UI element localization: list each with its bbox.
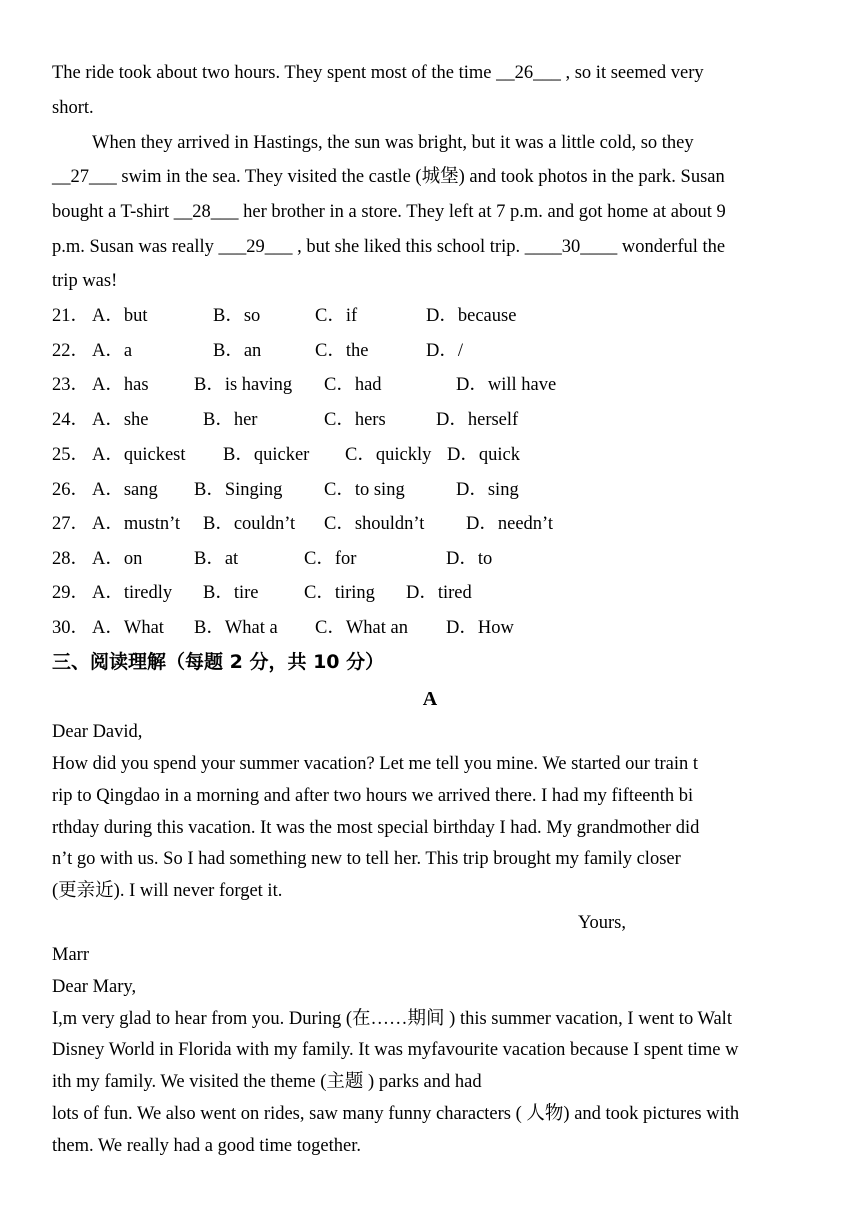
passage-line: short. xyxy=(52,98,94,118)
passage-line: When they arrived in Hastings, the sun was bright, but it was a little cold, so they xyxy=(92,133,694,153)
option-d: D．/ xyxy=(426,341,464,361)
option-c: C．if xyxy=(315,306,358,326)
letter-line: How did you spend your summer vacation? Let me tell you mine. We started our train t xyxy=(52,754,699,774)
letter-greeting: Dear Mary, xyxy=(52,977,137,997)
option-c: C．What an xyxy=(315,618,408,638)
option-d: D．to xyxy=(446,549,493,569)
letter-line: them. We really had a good time together. xyxy=(52,1136,361,1156)
option-b: B．her xyxy=(203,410,258,430)
option-c: C．quickly xyxy=(345,445,432,465)
question-number: 23． xyxy=(52,375,90,395)
question-number: 22． xyxy=(52,341,90,361)
option-d: D．sing xyxy=(456,480,519,500)
letter-closing: Yours, xyxy=(578,913,626,933)
option-b: B．tire xyxy=(203,583,259,603)
question-number: 27． xyxy=(52,514,90,534)
question-number: 24． xyxy=(52,410,90,430)
passage-line: The ride took about two hours. They spent most of the time __26___ , so it seemed very xyxy=(52,63,704,83)
option-c: C．for xyxy=(304,549,357,569)
letter-line: (更亲近). I will never forget it. xyxy=(52,881,283,901)
option-a: A．What xyxy=(92,618,164,638)
section-heading: 三、阅读理解（每题 2 分，共 10 分） xyxy=(52,651,385,673)
option-d: D．quick xyxy=(447,445,520,465)
option-d: D．will have xyxy=(456,375,557,395)
letter-line: I,m very glad to hear from you. During (在……期间 ) this summer vacation, I went to Walt xyxy=(52,1009,732,1029)
option-a: A．on xyxy=(92,549,143,569)
question-number: 30． xyxy=(52,618,90,638)
passage-line: p.m. Susan was really ___29___ , but she liked this school trip. ____30____ wonderful the xyxy=(52,237,726,257)
option-a: A．has xyxy=(92,375,149,395)
question-number: 25． xyxy=(52,445,90,465)
option-c: C．shouldn’t xyxy=(324,514,425,534)
option-c: C．hers xyxy=(324,410,386,430)
option-d: D．tired xyxy=(406,583,472,603)
option-b: B．an xyxy=(213,341,262,361)
option-b: B．at xyxy=(194,549,239,569)
letter-line: rip to Qingdao in a morning and after two hours we arrived there. I had my fifteenth bi xyxy=(52,786,694,806)
passage-label: A xyxy=(422,688,438,710)
letter-line: lots of fun. We also went on rides, saw many funny characters ( 人物) and took pictures with xyxy=(52,1104,740,1124)
option-d: D．herself xyxy=(436,410,519,430)
option-b: B．What a xyxy=(194,618,278,638)
passage-line: bought a T-shirt __28___ her brother in a store. They left at 7 p.m. and got home at about 9 xyxy=(52,202,726,222)
option-a: A．a xyxy=(92,341,133,361)
option-a: A．she xyxy=(92,410,149,430)
option-a: A．quickest xyxy=(92,445,186,465)
letter-line: ith my family. We visited the theme (主题 ) parks and had xyxy=(52,1072,482,1092)
passage-line: trip was! xyxy=(52,271,118,291)
option-c: C．the xyxy=(315,341,369,361)
letter-line: Disney World in Florida with my family. It was myfavourite vacation because I spent time w xyxy=(52,1040,739,1060)
option-c: C．had xyxy=(324,375,382,395)
option-c: C．tiring xyxy=(304,583,375,603)
option-c: C．to sing xyxy=(324,480,405,500)
question-number: 28． xyxy=(52,549,90,569)
option-b: B．Singing xyxy=(194,480,283,500)
option-b: B．is having xyxy=(194,375,293,395)
option-d: D．How xyxy=(446,618,514,638)
letter-greeting: Dear David, xyxy=(52,722,143,742)
letter-line: rthday during this vacation. It was the most special birthday I had. My grandmother did xyxy=(52,818,700,838)
option-a: A．sang xyxy=(92,480,158,500)
option-a: A．tiredly xyxy=(92,583,173,603)
option-d: D．because xyxy=(426,306,517,326)
question-number: 26． xyxy=(52,480,90,500)
option-a: A．mustn’t xyxy=(92,514,181,534)
letter-line: n’t go with us. So I had something new to tell her. This trip brought my family closer xyxy=(52,849,681,869)
option-b: B．couldn’t xyxy=(203,514,296,534)
option-d: D．needn’t xyxy=(466,514,553,534)
passage-line: __27___ swim in the sea. They visited the castle (城堡) and took photos in the park. Susan xyxy=(52,167,725,187)
question-number: 21． xyxy=(52,306,90,326)
letter-signature: Marr xyxy=(52,945,89,965)
option-b: B．so xyxy=(213,306,261,326)
question-number: 29． xyxy=(52,583,90,603)
option-a: A．but xyxy=(92,306,148,326)
option-b: B．quicker xyxy=(223,445,310,465)
